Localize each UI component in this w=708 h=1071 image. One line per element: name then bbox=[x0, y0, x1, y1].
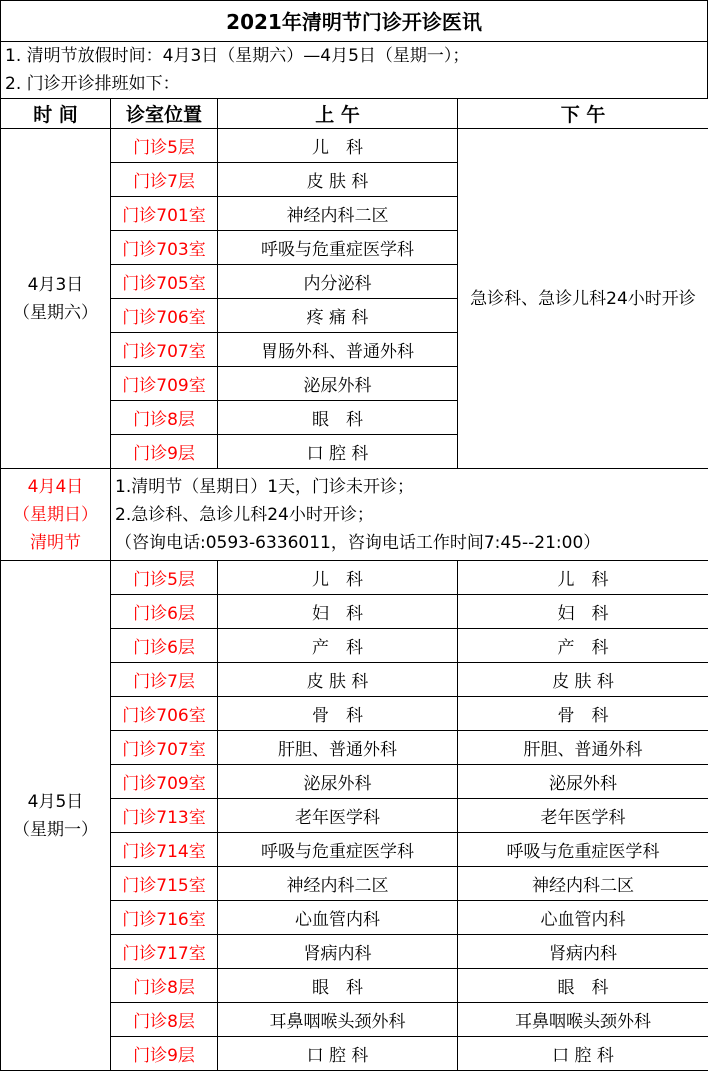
room-cell: 门诊707室 bbox=[111, 731, 218, 765]
afternoon-dept-cell: 耳鼻咽喉头颈外科 bbox=[458, 1003, 708, 1037]
room-cell: 门诊706室 bbox=[111, 697, 218, 731]
room-cell: 门诊8层 bbox=[111, 969, 218, 1003]
room-cell: 门诊709室 bbox=[111, 367, 218, 401]
morning-dept-cell: 耳鼻咽喉头颈外科 bbox=[218, 1003, 458, 1037]
morning-dept-cell: 心血管内科 bbox=[218, 901, 458, 935]
clinic-schedule-table bbox=[0, 98, 708, 1071]
afternoon-dept-cell: 妇 科 bbox=[458, 595, 708, 629]
afternoon-dept-cell: 神经内科二区 bbox=[458, 867, 708, 901]
header-time: 时 间 bbox=[1, 99, 111, 129]
afternoon-dept-cell: 产 科 bbox=[458, 629, 708, 663]
apr3-row bbox=[1, 129, 708, 163]
room-cell: 门诊6层 bbox=[111, 595, 218, 629]
morning-dept-cell: 肾病内科 bbox=[218, 935, 458, 969]
room-cell: 门诊714室 bbox=[111, 833, 218, 867]
room-cell: 门诊713室 bbox=[111, 799, 218, 833]
room-cell: 门诊701室 bbox=[111, 197, 218, 231]
room-cell: 门诊706室 bbox=[111, 299, 218, 333]
apr5-row bbox=[1, 561, 708, 595]
morning-dept-cell: 泌尿外科 bbox=[218, 765, 458, 799]
apr3-date-line2: （星期六） bbox=[1, 299, 110, 327]
morning-dept-cell: 骨 科 bbox=[218, 697, 458, 731]
room-cell: 门诊709室 bbox=[111, 765, 218, 799]
afternoon-dept-cell: 眼 科 bbox=[458, 969, 708, 1003]
apr4-note-2: 2.急诊科、急诊儿科24小时开诊； bbox=[115, 501, 708, 529]
room-cell: 门诊705室 bbox=[111, 265, 218, 299]
room-cell: 门诊5层 bbox=[111, 129, 218, 163]
apr3-section bbox=[1, 129, 708, 469]
apr4-section bbox=[1, 469, 708, 561]
morning-dept-cell: 儿 科 bbox=[218, 561, 458, 595]
afternoon-dept-cell: 口 腔 科 bbox=[458, 1037, 708, 1071]
morning-dept-cell: 眼 科 bbox=[218, 969, 458, 1003]
apr5-date-line2: （星期一） bbox=[1, 816, 110, 844]
morning-dept-cell: 神经内科二区 bbox=[218, 867, 458, 901]
morning-dept-cell: 神经内科二区 bbox=[218, 197, 458, 231]
apr3-date-line1: 4月3日 bbox=[1, 271, 110, 299]
morning-dept-cell: 老年医学科 bbox=[218, 799, 458, 833]
apr5-section bbox=[1, 561, 708, 1071]
room-cell: 门诊703室 bbox=[111, 231, 218, 265]
morning-dept-cell: 胃肠外科、普通外科 bbox=[218, 333, 458, 367]
afternoon-dept-cell: 肝胆、普通外科 bbox=[458, 731, 708, 765]
morning-dept-cell: 疼 痛 科 bbox=[218, 299, 458, 333]
afternoon-dept-cell: 儿 科 bbox=[458, 561, 708, 595]
header-morning: 上 午 bbox=[218, 99, 458, 129]
room-cell: 门诊7层 bbox=[111, 663, 218, 697]
room-cell: 门诊717室 bbox=[111, 935, 218, 969]
apr4-date-line2: （星期日） bbox=[1, 501, 110, 529]
room-cell: 门诊715室 bbox=[111, 867, 218, 901]
morning-dept-cell: 皮 肤 科 bbox=[218, 163, 458, 197]
holiday-period-line: 1. 清明节放假时间：4月3日（星期六）—4月5日（星期一）； bbox=[0, 42, 708, 70]
afternoon-dept-cell: 心血管内科 bbox=[458, 901, 708, 935]
room-cell: 门诊707室 bbox=[111, 333, 218, 367]
apr4-notes-cell bbox=[111, 469, 708, 561]
afternoon-dept-cell: 泌尿外科 bbox=[458, 765, 708, 799]
afternoon-dept-cell: 呼吸与危重症医学科 bbox=[458, 833, 708, 867]
morning-dept-cell: 泌尿外科 bbox=[218, 367, 458, 401]
morning-dept-cell: 皮 肤 科 bbox=[218, 663, 458, 697]
morning-dept-cell: 呼吸与危重症医学科 bbox=[218, 231, 458, 265]
morning-dept-cell: 肝胆、普通外科 bbox=[218, 731, 458, 765]
header-afternoon: 下 午 bbox=[458, 99, 708, 129]
apr4-date-line3: 清明节 bbox=[1, 529, 110, 557]
apr3-date-cell bbox=[1, 129, 111, 469]
apr3-afternoon-cell: 急诊科、急诊儿科24小时开诊 bbox=[458, 129, 708, 469]
morning-dept-cell: 眼 科 bbox=[218, 401, 458, 435]
room-cell: 门诊9层 bbox=[111, 1037, 218, 1071]
afternoon-dept-cell: 皮 肤 科 bbox=[458, 663, 708, 697]
morning-dept-cell: 口 腔 科 bbox=[218, 435, 458, 469]
morning-dept-cell: 呼吸与危重症医学科 bbox=[218, 833, 458, 867]
room-cell: 门诊9层 bbox=[111, 435, 218, 469]
apr4-note-3: （咨询电话:0593-6336011，咨询电话工作时间7:45--21:00） bbox=[115, 529, 708, 557]
room-cell: 门诊6层 bbox=[111, 629, 218, 663]
room-cell: 门诊716室 bbox=[111, 901, 218, 935]
apr4-note-1: 1.清明节（星期日）1天，门诊未开诊； bbox=[115, 473, 708, 501]
morning-dept-cell: 产 科 bbox=[218, 629, 458, 663]
afternoon-dept-cell: 老年医学科 bbox=[458, 799, 708, 833]
apr5-date-line1: 4月5日 bbox=[1, 788, 110, 816]
schedule-intro-line: 2. 门诊开诊排班如下： bbox=[0, 70, 708, 98]
apr4-date-cell bbox=[1, 469, 111, 561]
afternoon-dept-cell: 骨 科 bbox=[458, 697, 708, 731]
morning-dept-cell: 口 腔 科 bbox=[218, 1037, 458, 1071]
morning-dept-cell: 内分泌科 bbox=[218, 265, 458, 299]
page-title: 2021年清明节门诊开诊医讯 bbox=[0, 0, 708, 42]
morning-dept-cell: 妇 科 bbox=[218, 595, 458, 629]
table-header-row bbox=[1, 99, 708, 129]
apr4-row bbox=[1, 469, 708, 561]
morning-dept-cell: 儿 科 bbox=[218, 129, 458, 163]
apr4-date-line1: 4月4日 bbox=[1, 473, 110, 501]
afternoon-dept-cell: 肾病内科 bbox=[458, 935, 708, 969]
room-cell: 门诊8层 bbox=[111, 1003, 218, 1037]
room-cell: 门诊8层 bbox=[111, 401, 218, 435]
header-location: 诊室位置 bbox=[111, 99, 218, 129]
room-cell: 门诊7层 bbox=[111, 163, 218, 197]
apr5-date-cell bbox=[1, 561, 111, 1071]
room-cell: 门诊5层 bbox=[111, 561, 218, 595]
